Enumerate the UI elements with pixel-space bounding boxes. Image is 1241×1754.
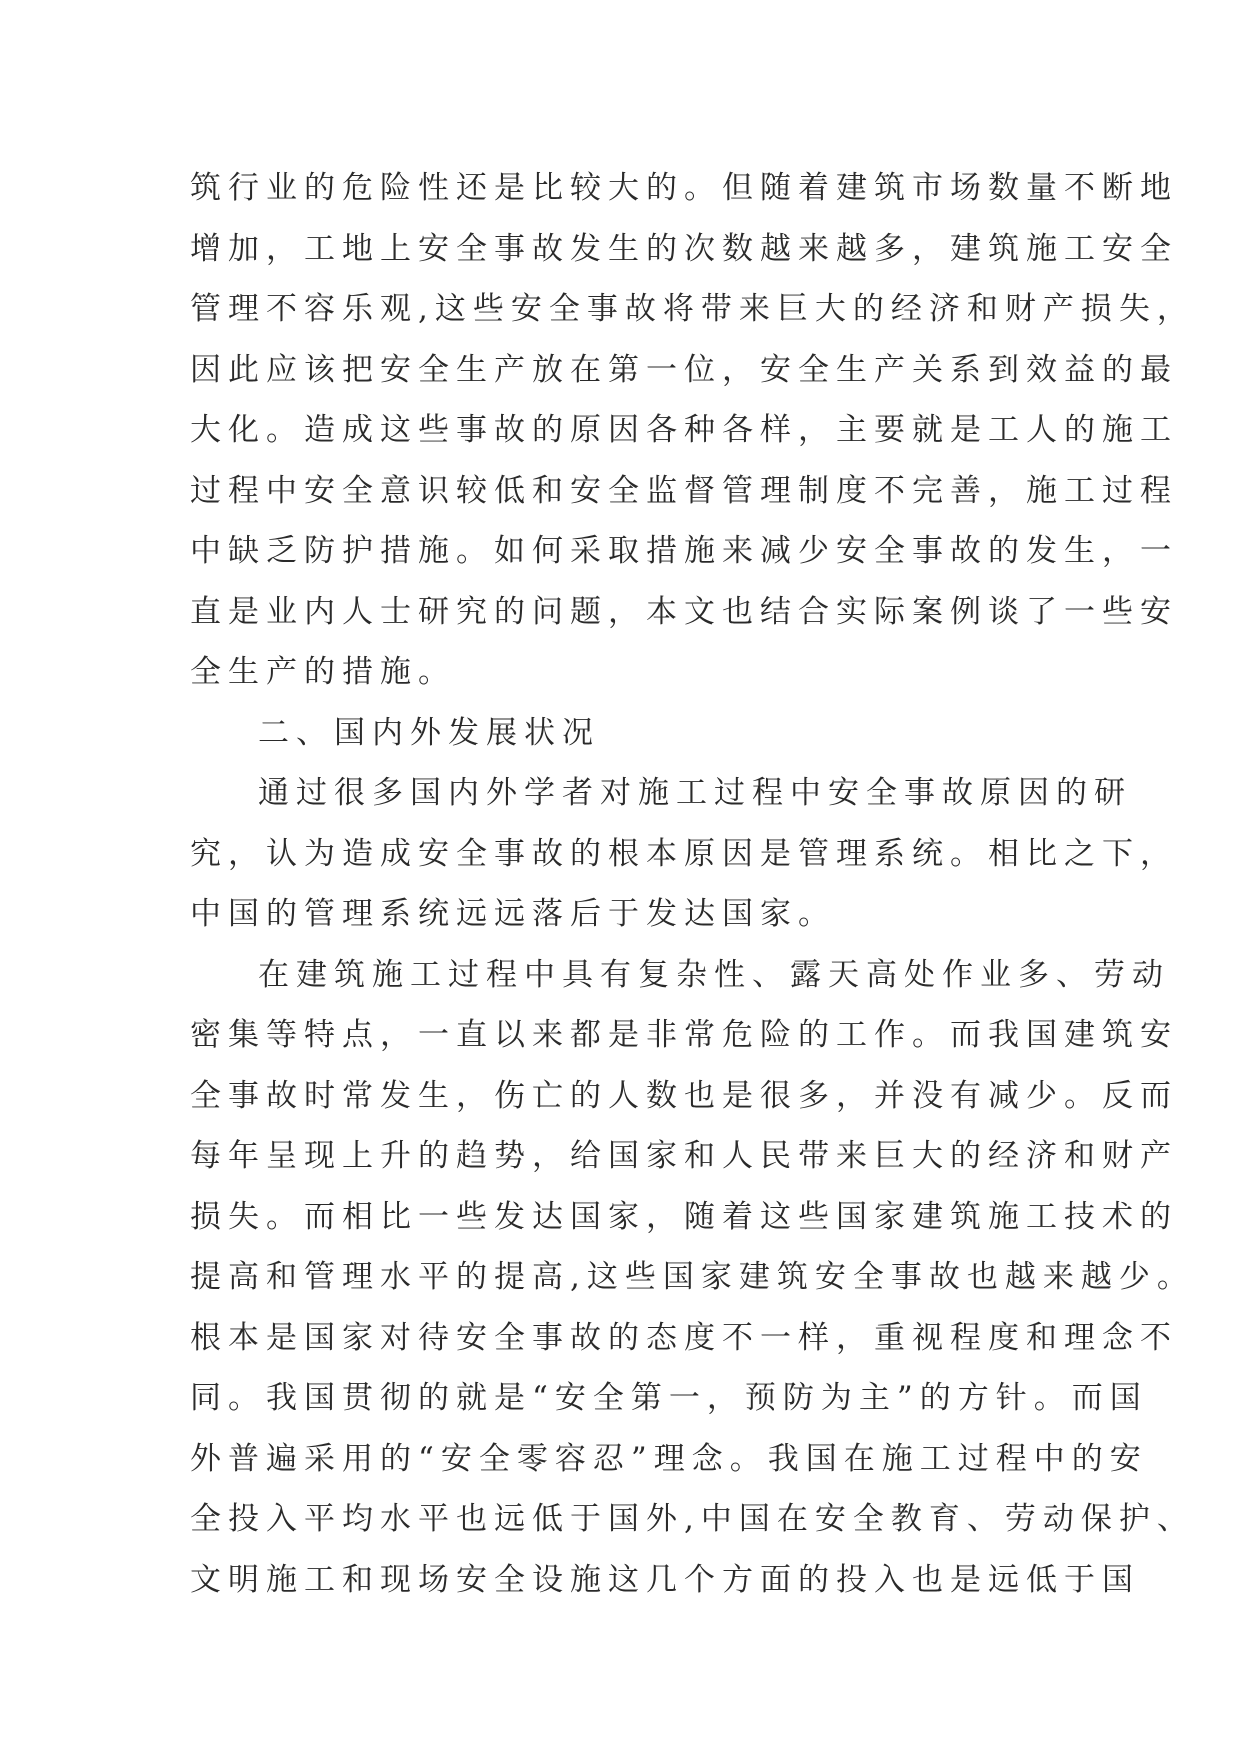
text-line: 过程中安全意识较低和安全监督管理制度不完善，施工过程 [190, 472, 1178, 509]
text-line: 同。我国贯彻的就是“安全第一，预防为主”的方针。而国 [190, 1380, 1148, 1416]
text-line: 损失。而相比一些发达国家，随着这些国家建筑施工技术的 [190, 1198, 1178, 1235]
text-line: 密集等特点，一直以来都是非常危险的工作。而我国建筑安 [190, 1017, 1178, 1053]
text-line: 管理不容乐观,这些安全事故将带来巨大的经济和财产损失， [190, 291, 1195, 327]
text-line: 直是业内人士研究的问题，本文也结合实际案例谈了一些安 [190, 593, 1178, 630]
text-line: 大化。造成这些事故的原因各种各样，主要就是工人的施工 [190, 412, 1178, 448]
text-line: 全投入平均水平也远低于国外,中国在安全教育、劳动保护、 [190, 1501, 1195, 1537]
text-line: 每年呈现上升的趋势，给国家和人民带来巨大的经济和财产 [190, 1138, 1178, 1174]
paragraph-first-line: 通过很多国内外学者对施工过程中安全事故原因的研 [258, 775, 1132, 811]
section-heading: 二、国内外发展状况 [258, 714, 600, 751]
text-line: 增加，工地上安全事故发生的次数越来越多，建筑施工安全 [190, 230, 1178, 267]
text-line: 文明施工和现场安全设施这几个方面的投入也是远低于国 [190, 1561, 1140, 1598]
text-line: 中缺乏防护措施。如何采取措施来减少安全事故的发生，一 [190, 533, 1178, 569]
text-line: 根本是国家对待安全事故的态度不一样，重视程度和理念不 [190, 1319, 1178, 1356]
document-body [190, 158, 1195, 1610]
paragraph-first-line: 在建筑施工过程中具有复杂性、露天高处作业多、劳动 [258, 956, 1170, 993]
text-line: 全事故时常发生，伤亡的人数也是很多，并没有减少。反而 [190, 1077, 1178, 1114]
text-line: 提高和管理水平的提高,这些国家建筑安全事故也越来越少。 [190, 1259, 1195, 1295]
text-line: 全生产的措施。 [190, 654, 456, 690]
text-line: 中国的管理系统远远落后于发达国家。 [190, 896, 836, 932]
text-line: 究，认为造成安全事故的根本原因是管理系统。相比之下， [190, 835, 1178, 872]
text-line: 外普遍采用的“安全零容忍”理念。我国在施工过程中的安 [190, 1440, 1148, 1477]
text-line: 因此应该把安全生产放在第一位，安全生产关系到效益的最 [190, 351, 1178, 388]
text-line: 筑行业的危险性还是比较大的。但随着建筑市场数量不断地 [190, 170, 1178, 206]
